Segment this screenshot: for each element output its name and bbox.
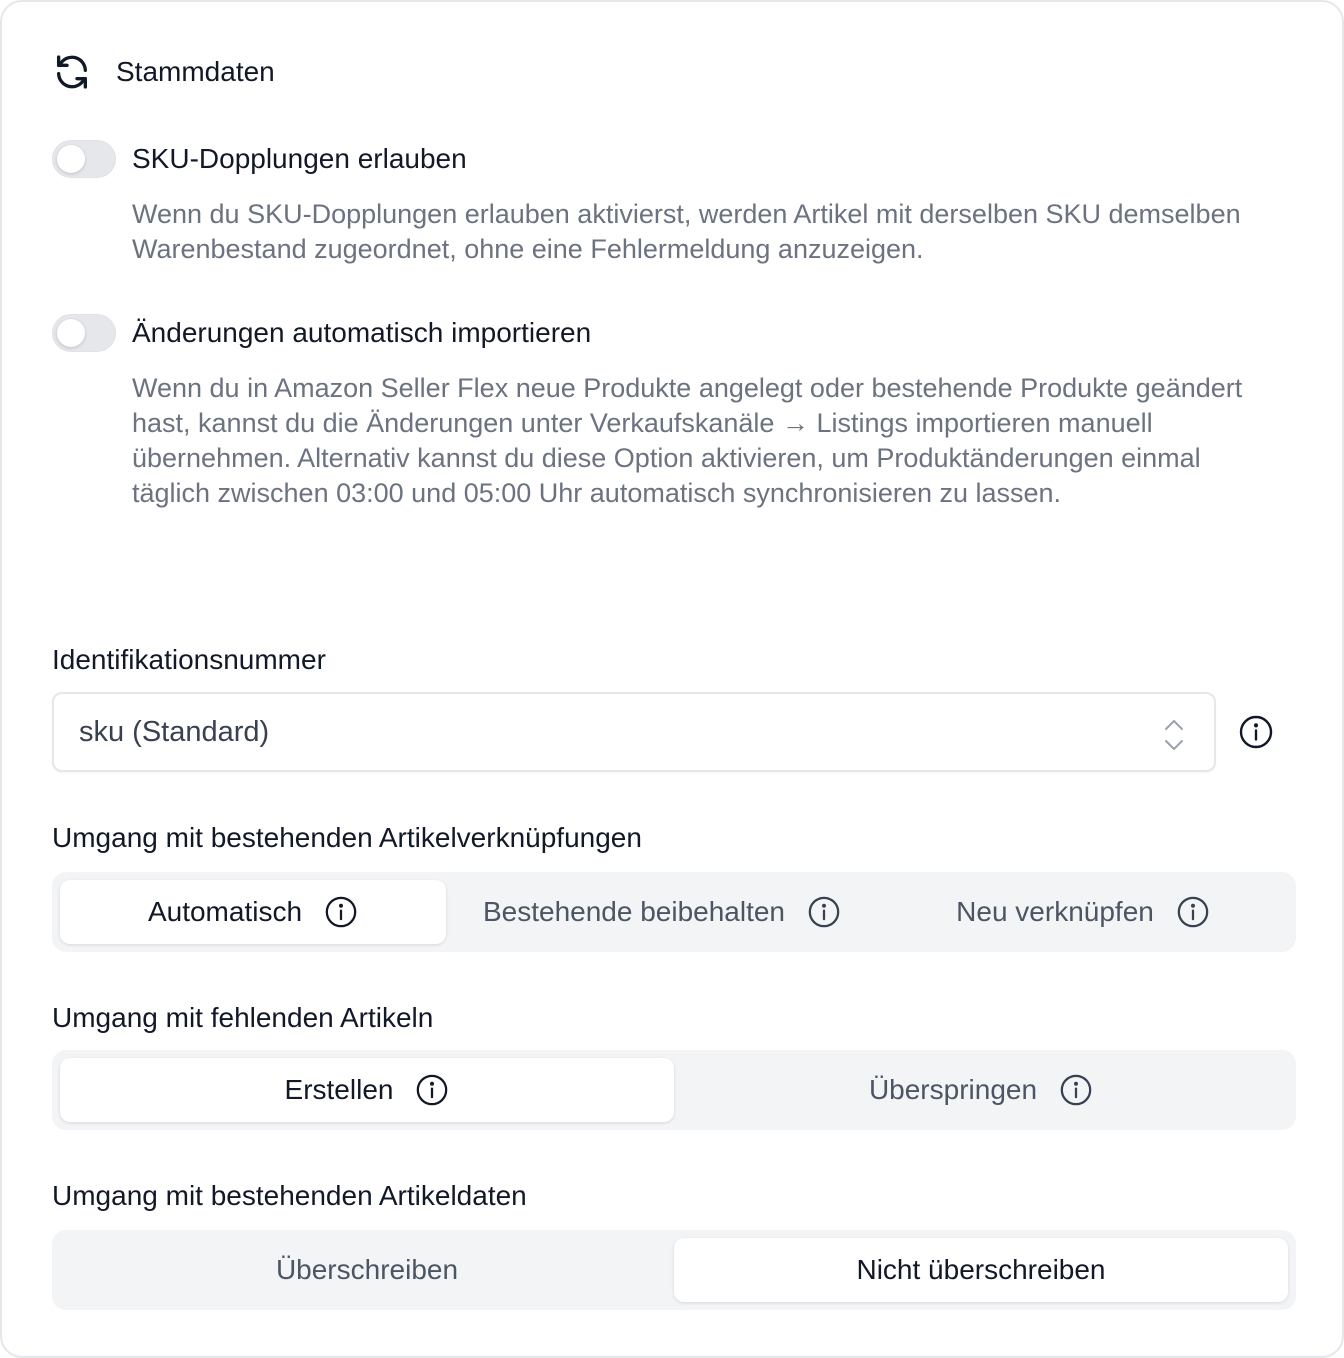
- toggle-knob: [57, 319, 85, 347]
- info-icon[interactable]: [324, 895, 358, 929]
- auto-import-description: Wenn du in Amazon Seller Flex neue Produkte angelegt oder bestehende Produkte geändert hast, kannst du die Änderungen unter Verkaufskanäle → Listings importieren manuell übernehmen. Alternativ kannst du diese Option aktivieren, um Produktänderungen einmal täglich zwischen 03:00 und 05:00 Uhr automatisch synchronisieren zu lassen.: [132, 373, 1243, 508]
- section-header: [52, 50, 275, 94]
- option-label: Bestehende beibehalten: [482, 896, 786, 927]
- option-label: Neu verknüpfen: [956, 896, 1154, 927]
- option-label: Überspringen: [868, 1074, 1038, 1105]
- chevron-up-down-icon: [1162, 718, 1186, 752]
- auto-import-toggle[interactable]: [52, 314, 116, 352]
- info-icon[interactable]: [415, 1073, 449, 1107]
- option-label: Nicht überschreiben: [856, 1254, 1106, 1285]
- missing-items-segmented-control: [52, 1050, 1296, 1130]
- sku-duplicates-description: Wenn du SKU-Dopplungen erlauben aktivierst, werden Artikel mit derselben SKU demselben Warenbestand zugeordnet, ohne eine Fehlermeldung anzuzeigen.: [132, 199, 1241, 264]
- missing-items-label: Umgang mit fehlenden Artikeln: [52, 1002, 434, 1033]
- option-neu-verknuepfen[interactable]: [878, 880, 1288, 944]
- option-ueberspringen[interactable]: [674, 1058, 1288, 1122]
- option-label: Erstellen: [284, 1074, 394, 1105]
- option-ueberschreiben[interactable]: [60, 1238, 674, 1302]
- sku-duplicates-toggle[interactable]: [52, 140, 116, 178]
- toggle-row-sku-duplicates: [52, 140, 467, 178]
- identification-info-icon[interactable]: [1238, 714, 1274, 750]
- option-label: Automatisch: [147, 896, 303, 927]
- toggle-row-auto-import: [52, 314, 591, 352]
- auto-import-label: Änderungen automatisch importieren: [132, 317, 592, 348]
- info-icon[interactable]: [1059, 1073, 1093, 1107]
- section-title: Stammdaten: [116, 56, 275, 87]
- sku-duplicates-label: SKU-Dopplungen erlauben: [132, 143, 467, 174]
- existing-links-segmented-control: [52, 872, 1296, 952]
- existing-data-label: Umgang mit bestehenden Artikeldaten: [52, 1180, 527, 1211]
- existing-data-segmented-control: [52, 1230, 1296, 1310]
- option-nicht-ueberschreiben[interactable]: [674, 1238, 1288, 1302]
- info-icon[interactable]: [807, 895, 841, 929]
- toggle-knob: [57, 145, 85, 173]
- option-bestehende-beibehalten[interactable]: [452, 880, 872, 944]
- identification-select-value: sku (Standard): [79, 715, 270, 748]
- identification-select[interactable]: [52, 692, 1216, 772]
- info-icon[interactable]: [1176, 895, 1210, 929]
- identification-label: Identifikationsnummer: [52, 644, 326, 675]
- option-automatisch[interactable]: [60, 880, 446, 944]
- option-label: Überschreiben: [275, 1254, 459, 1285]
- option-erstellen[interactable]: [60, 1058, 674, 1122]
- existing-links-label: Umgang mit bestehenden Artikelverknüpfungen: [52, 822, 642, 853]
- refresh-icon: [52, 52, 92, 92]
